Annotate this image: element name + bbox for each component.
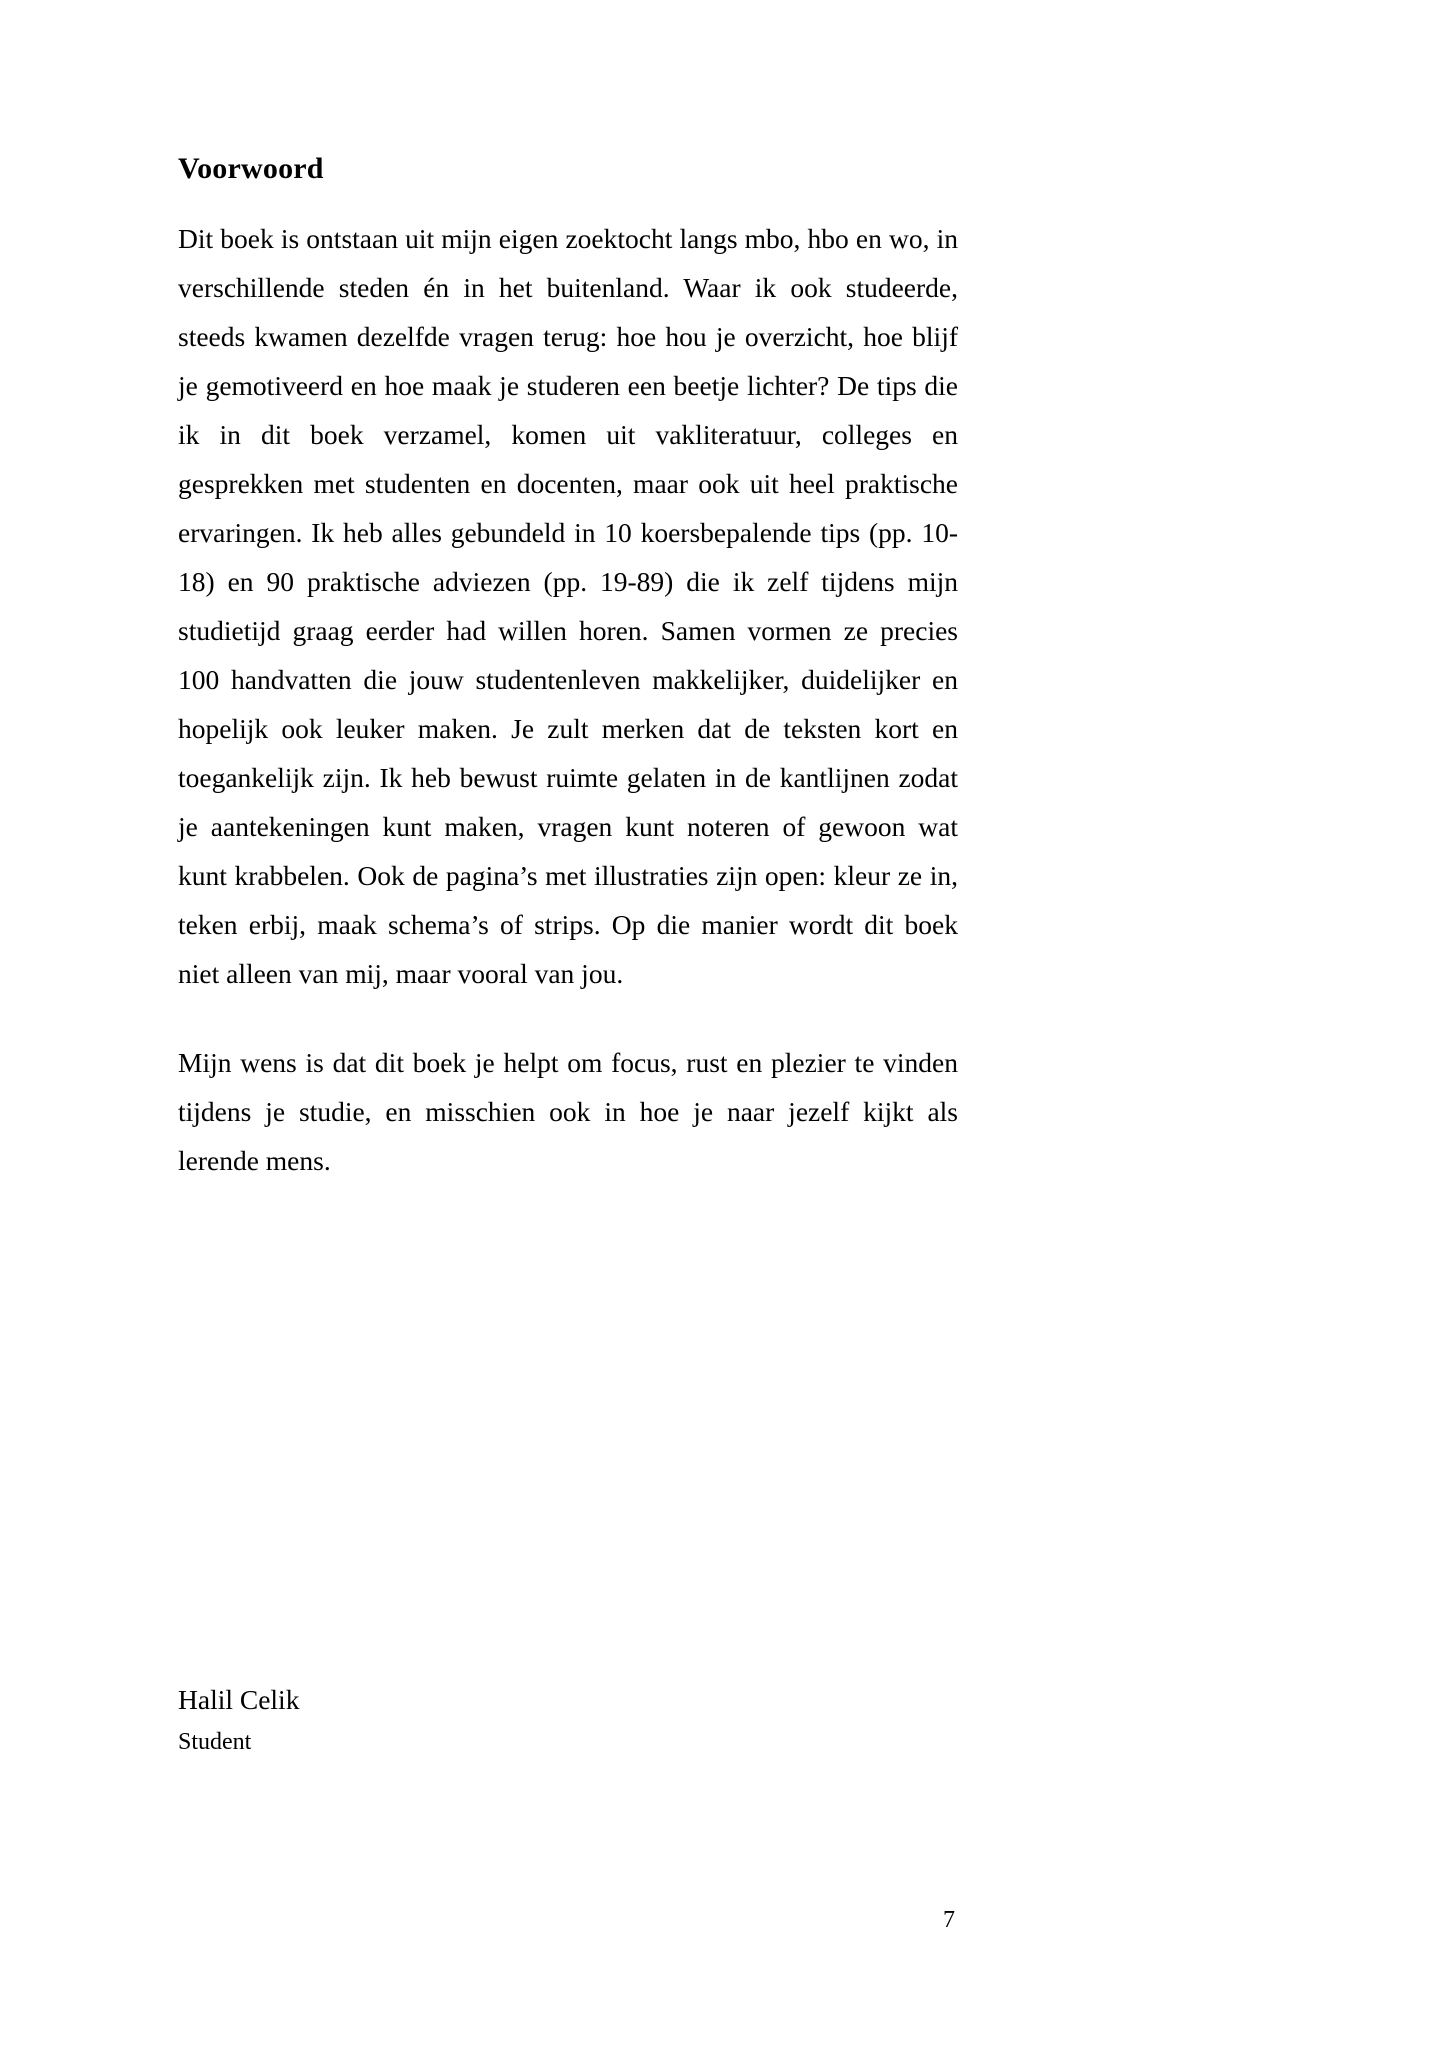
signature-name: Halil Celik (178, 1684, 300, 1715)
signature-block (178, 1680, 778, 1760)
paragraph-intro: Dit boek is ontstaan uit mijn eigen zoektocht langs mbo, hbo en wo, in verschillende steden én in het buitenland. Waar ik ook studeerde, steeds kwamen dezelfde vragen terug: hoe hou je overzicht, hoe blijf je gemotiveerd en hoe maak je studeren een beetje lichter? De tips die ik in dit boek verzamel, komen uit vakliteratuur, colleges en gesprekken met studenten en docenten, maar ook uit heel praktische ervaringen. Ik heb alles gebundeld in 10 koersbepalende tips (pp. 10-18) en 90 praktische adviezen (pp. 19-89) die ik zelf tijdens mijn studietijd graag eerder had willen horen. Samen vormen ze precies 100 handvatten die jouw studentenleven makkelijker, duidelijker en hopelijk ook leuker maken. Je zult merken dat de teksten kort en toegankelijk zijn. Ik heb bewust ruimte gelaten in de kantlijnen zodat je aantekeningen kunt maken, vragen kunt noteren of gewoon wat kunt krabbelen. Ook de pagina’s met illustraties zijn open: kleur ze in, teken erbij, maak schema’s of strips. Op die manier wordt dit boek niet alleen van mij, maar vooral van jou. (178, 222, 958, 989)
page-content (178, 150, 958, 1185)
paragraph-spacer (178, 998, 958, 1038)
paragraph-wish: Mijn wens is dat dit boek je helpt om focus, rust en plezier te vinden tijdens je studie, en misschien ook in hoe je naar jezelf kijkt als lerende mens. (178, 1046, 958, 1176)
signature-role: Student (178, 1729, 252, 1755)
page-title: Voorwoord (178, 152, 324, 185)
page-number: 7 (943, 1907, 955, 1933)
